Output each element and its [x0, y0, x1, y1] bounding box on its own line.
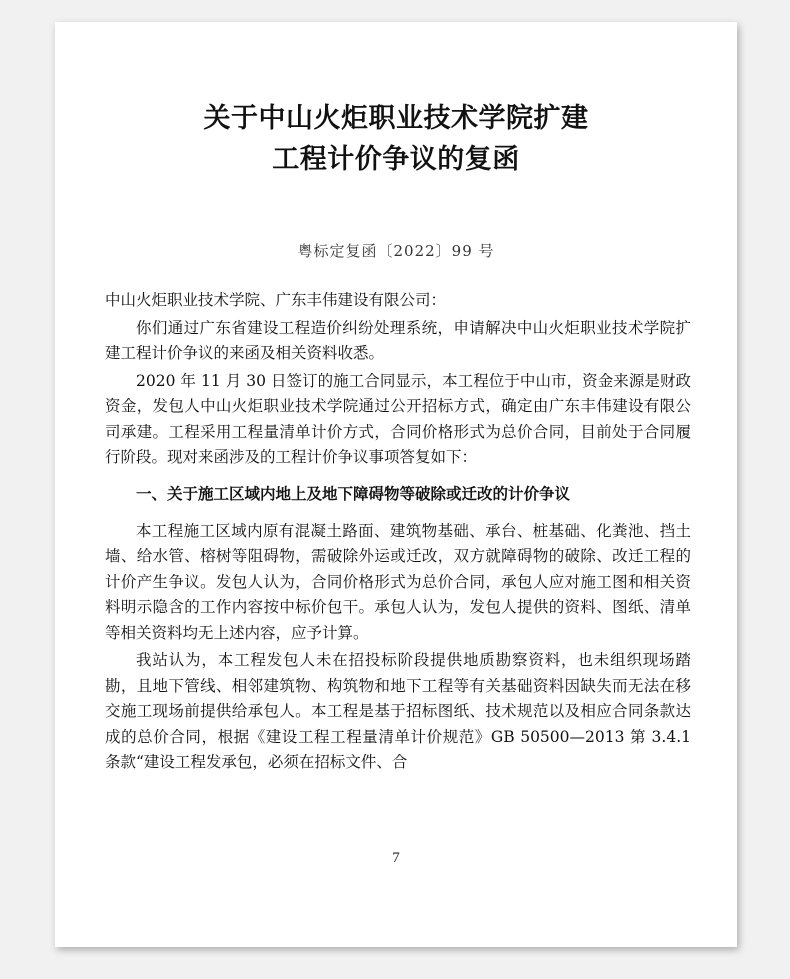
- paragraph-background: 2020 年 11 月 30 日签订的施工合同显示，本工程位于中山市，资金来源是财政资金，发包人中山火炬职业技术学院通过公开招标方式，确定由广东丰伟建设有限公司承建。工程采用工程量清单计价方式，合同价格形式为总价合同，目前处于合同履行阶段。现对来函涉及的工程计价争议事项答复如下：: [105, 371, 691, 466]
- addressee: 中山火炬职业技术学院、广东丰伟建设有限公司：: [105, 291, 447, 309]
- document-title-line2: 工程计价争议的复函: [272, 144, 520, 175]
- section1-paragraph-1: 本工程施工区域内原有混凝土路面、建筑物基础、承台、桩基础、化粪池、挡土墙、给水管、榕树等阻碍物，需破除外运或迁改，双方就障碍物的破除、改迁工程的计价产生争议。发包人认为，合同价格形式为总价合同，承包人应对施工图和相关资料明示隐含的工作内容按中标价包干。承包人认为，发包人提供的资料、图纸、清单等相关资料均无上述内容，应予计算。: [105, 521, 691, 642]
- document-number: 粤标定复函〔2022〕99 号: [297, 242, 495, 260]
- section-heading-1: 一、关于施工区域内地上及地下障碍物等破除或迁改的计价争议: [136, 484, 571, 503]
- document-page: [55, 22, 737, 947]
- document-body: [105, 288, 691, 778]
- section1-paragraph-2: 我站认为，本工程发包人未在招投标阶段提供地质勘察资料，也未组织现场踏勘，且地下管线、相邻建筑物、构筑物和地下工程等有关基础资料因缺失而无法在移交施工现场前提供给承包人。本工程是基于招标图纸、技术规范以及相应合同条款达成的总价合同，根据《建设工程工程量清单计价规范》GB 50500—2013 第 3.4.1 条款“建设工程发承包，必须在招标文件、合: [105, 651, 691, 771]
- paragraph-intro: 你们通过广东省建设工程造价纠纷处理系统，申请解决中山火炬职业技术学院扩建工程计价争议的来函及相关资料收悉。: [105, 318, 691, 362]
- page-number: 7: [392, 850, 400, 866]
- document-title-line1: 关于中山火炬职业技术学院扩建: [203, 103, 589, 134]
